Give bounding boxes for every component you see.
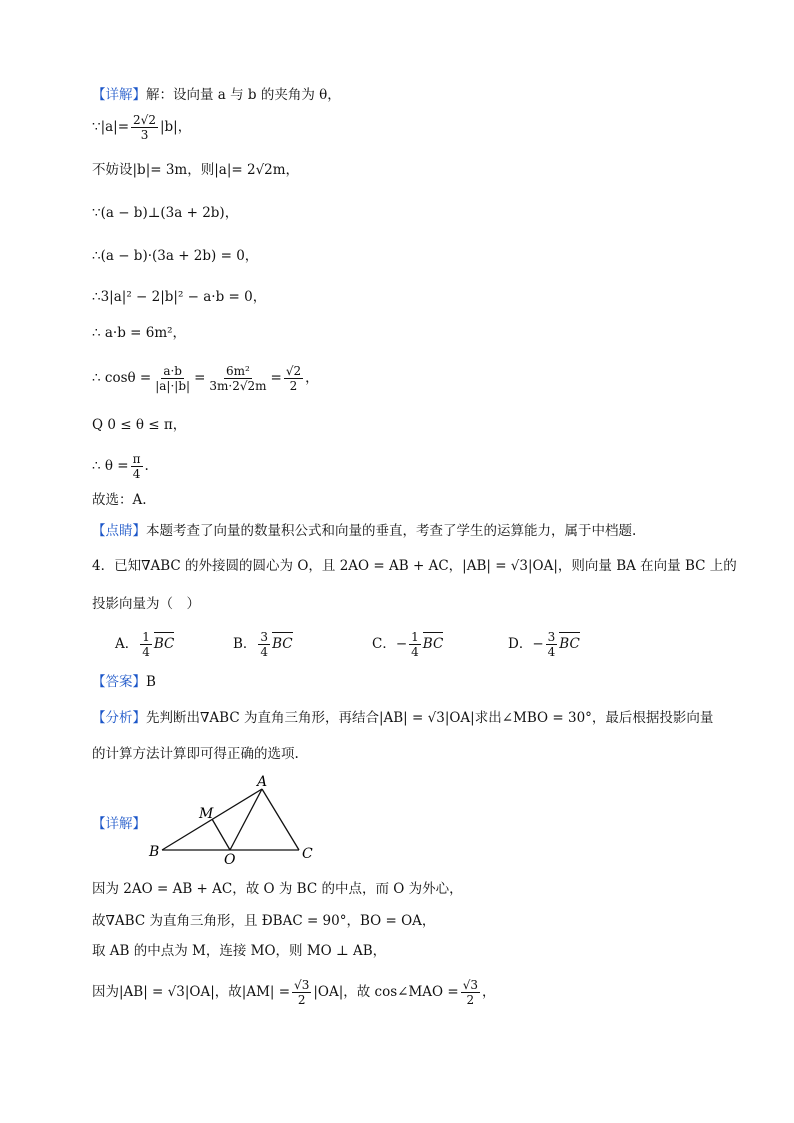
detail-line-4 [92,978,496,1007]
answer-value: B [146,674,156,690]
analysis-line-2: 的计算方法计算即可得正确的选项. [92,746,299,762]
l2-right: |b|， [159,119,192,135]
cos-frac-3 [284,364,303,393]
side-ac [262,789,299,850]
frac-num: π [132,452,141,466]
period: . [144,458,149,474]
analysis-line-1 [92,708,713,728]
frac-den: 4 [142,645,150,659]
option-fraction [140,630,152,659]
question-stem-line-2: 投影向量为（ ） [92,596,200,612]
frac-num: √2 [285,364,302,378]
magnitude-relation [92,113,191,142]
d4-middle: |OA|，故 cos∠MAO = [313,984,459,1000]
fraction-2root2-over-3 [131,113,158,142]
option-fraction [409,630,421,659]
frac-num: 3 [547,630,556,644]
point-a-label: A [257,774,268,790]
comma: ， [482,984,496,1000]
equals: = [270,370,282,386]
segment-mo [212,819,230,850]
choice-line: 故选：A. [92,492,147,508]
analysis-tag: 【分析】 [92,710,146,726]
theta-result-line [92,452,149,481]
root3-over-2 [292,978,311,1007]
answer-line [92,672,156,692]
point-m-label: M [199,806,214,822]
frac-den: 4 [411,645,419,659]
assume-line: 不妨设|b|= 3m，则|a|= 2√2m， [92,162,300,178]
comment-tag: 【点睛】 [92,523,146,539]
option-c[interactable] [372,630,443,659]
answer-tag: 【答案】 [92,674,146,690]
cos-frac-2 [207,364,268,393]
frac-num: a·b [163,364,182,378]
frac-den: 2 [289,379,298,393]
point-o-label: O [224,852,236,868]
l2-left: ∵|a|= [92,119,130,135]
frac-num: 3 [260,630,269,644]
comment-line [92,521,636,541]
option-d[interactable] [508,630,580,659]
point-b-label: B [149,844,160,860]
option-label: A． [115,636,139,652]
comma: ， [305,370,319,386]
cos-frac-1 [153,364,192,393]
option-label: D．− [508,636,544,652]
frac-den: 2 [466,993,475,1007]
frac-den: 4 [260,645,269,659]
option-fraction [258,630,270,659]
frac-den: |a|·|b| [155,379,191,393]
frac-den: 4 [132,467,141,481]
perpendicular-line: ∵(a − b)⊥(3a + 2b)， [92,205,239,221]
option-a[interactable] [115,630,174,659]
detail-line-intro [92,85,341,105]
frac-num: 1 [411,630,419,644]
detail-line-1: 因为 2AO = AB + AC，故 O 为 BC 的中点，而 O 为外心， [92,881,463,897]
frac-den: 2 [297,993,306,1007]
range-line: Q 0 ≤ θ ≤ π， [92,417,187,433]
option-vector: BC [559,636,580,652]
frac-num: √3 [462,978,478,992]
frac-den: 3 [140,128,149,142]
d4-left: 因为|AB| = √3|OA|，故|AM| = [92,984,291,1000]
equals: = [194,370,206,386]
root3-over-2 [461,978,480,1007]
cos-label: ∴ cosθ = [92,370,152,386]
detail-tag: 【详解】 [92,816,146,832]
theta-label: ∴ θ = [92,458,129,474]
frac-den: 3m·2√2m [209,379,267,393]
option-b[interactable] [233,630,293,659]
intro-text: 解：设向量 a 与 b 的夹角为 θ， [146,87,341,103]
detail-tag-2 [92,814,146,834]
detail-line-3: 取 AB 的中点为 M，连接 MO，则 MO ⊥ AB， [92,943,387,959]
cosine-line [92,364,319,393]
pi-over-4 [131,452,143,481]
frac-den: 4 [547,645,556,659]
option-vector: BC [153,636,175,652]
frac-num: 6m² [226,364,250,378]
frac-num: √3 [294,978,310,992]
comment-text: 本题考查了向量的数量积公式和向量的垂直，考查了学生的运算能力，属于中档题. [146,523,637,539]
option-fraction [546,630,558,659]
detail-tag: 【详解】 [92,87,146,103]
frac-num: 1 [142,630,150,644]
option-vector: BC [422,636,444,652]
question-stem-line-1: 4．已知∇ABC 的外接圆的圆心为 O，且 2AO = AB + AC，|AB| = √3|OA|，则向量 BA 在向量 BC 上的 [92,558,737,574]
frac-num: 2√2 [133,113,156,127]
dot-zero-line: ∴(a − b)·(3a + 2b) = 0， [92,248,259,264]
dot-product-line: ∴ a·b = 6m²， [92,325,187,341]
detail-line-2: 故∇ABC 为直角三角形，且 ÐBAC = 90°，BO = OA， [92,913,436,929]
option-vector: BC [272,636,293,652]
option-label: C．− [372,636,408,652]
option-label: B． [233,636,257,652]
triangle-figure [140,772,320,868]
point-c-label: C [302,846,313,862]
expand-line: ∴3|a|² − 2|b|² − a·b = 0， [92,289,267,305]
analysis-text-1: 先判断出∇ABC 为直角三角形，再结合|AB| = √3|OA|求出∠MBO = 30°，最后根据投影向量 [146,710,714,726]
